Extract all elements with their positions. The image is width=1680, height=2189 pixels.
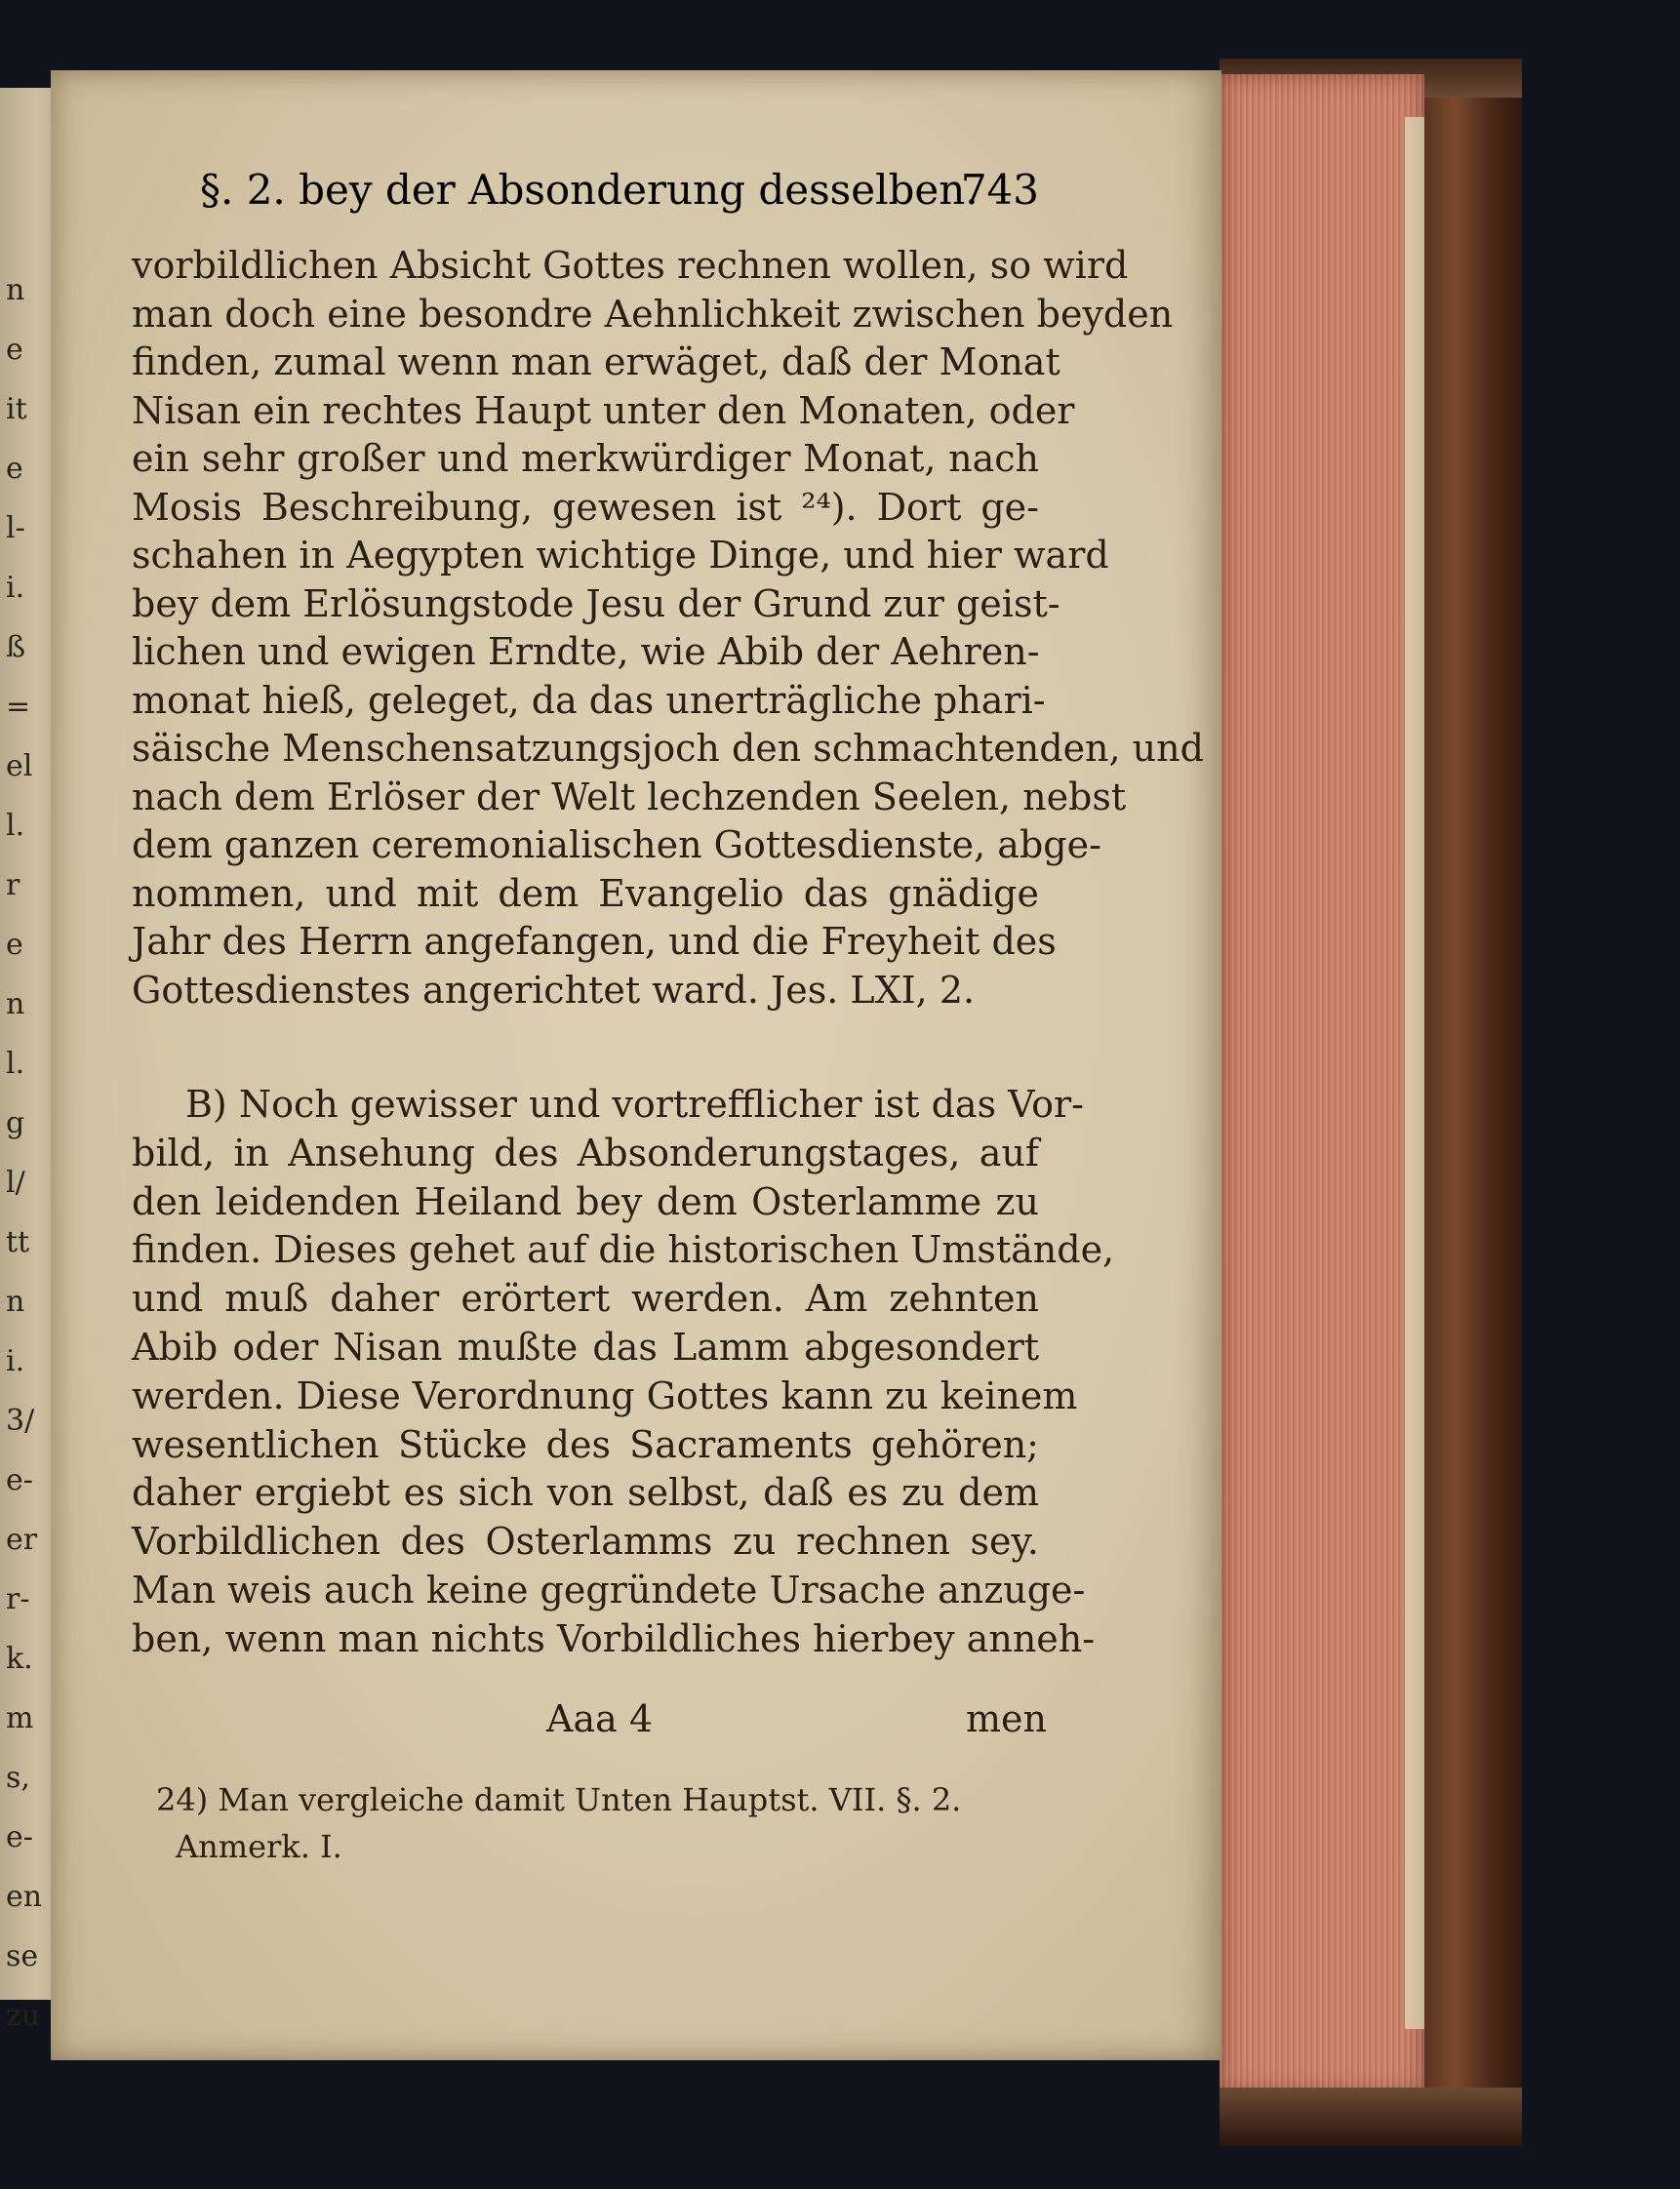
- left-page-fragment: g: [6, 1106, 25, 1140]
- text-line: Man weis auch keine gegründete Ursache anzuge-: [132, 1569, 1086, 1612]
- signature-mark: Aaa 4: [546, 1697, 654, 1740]
- text-line: den leidenden Heiland bey dem Osterlamme zu: [132, 1179, 1039, 1223]
- left-page-fragment: e: [6, 333, 23, 367]
- text-line: B) Noch gewisser und vortrefflicher ist das Vor-: [185, 1083, 1084, 1126]
- left-page-fragment: er: [6, 1523, 38, 1557]
- text-line: vorbildlichen Absicht Gottes rechnen wollen, so wird: [132, 244, 1129, 287]
- text-line: ben, wenn man nichts Vorbildliches hierbey anneh-: [132, 1616, 1096, 1660]
- left-page-fragment: k.: [6, 1642, 33, 1676]
- text-line: nommen, und mit dem Evangelio das gnädige: [132, 871, 1039, 915]
- left-page-fragment: l.: [6, 809, 25, 843]
- text-line: nach dem Erlöser der Welt lechzenden Seelen, nebst: [132, 775, 1127, 818]
- left-page-fragment: r: [6, 868, 20, 902]
- text-line: Jahr des Herrn angefangen, und die Freyheit des: [132, 920, 1057, 963]
- text-line: Vorbildlichen des Osterlamms zu rechnen sey.: [132, 1520, 1039, 1564]
- text-line: monat hieß, geleget, da das unerträgliche phari-: [132, 678, 1046, 722]
- left-page-fragment: l-: [6, 511, 25, 545]
- left-page-fragment: i.: [6, 571, 25, 605]
- left-page-fragment: l.: [6, 1047, 25, 1081]
- left-page-fragment: se: [6, 1939, 39, 1973]
- left-page-fragment: s,: [6, 1761, 30, 1795]
- left-page-fragment: 3/: [6, 1404, 35, 1438]
- left-page-fragment: e-: [6, 1820, 33, 1854]
- header-title: §. 2. bey der Absonderung desselben.: [200, 166, 979, 214]
- left-page-fragment: m: [6, 1701, 34, 1735]
- text-line: dem ganzen ceremonialischen Gottesdienste, abge-: [132, 823, 1101, 866]
- text-line: und muß daher erörtert werden. Am zehnten: [132, 1277, 1039, 1321]
- text-line: Mosis Beschreibung, gewesen ist ²⁴). Dort ge-: [132, 485, 1039, 529]
- left-page-fragment: n: [6, 1285, 25, 1319]
- left-page-fragment: =: [6, 690, 31, 724]
- text-line: daher ergiebt es sich von selbst, daß es zu dem: [132, 1471, 1039, 1515]
- book-cover: [1424, 98, 1522, 2146]
- footnote-line-2: Anmerk. I.: [176, 1828, 342, 1865]
- left-page-fragment: e: [6, 452, 23, 486]
- text-line: wesentlichen Stücke des Sacraments gehören;: [132, 1422, 1039, 1466]
- text-line: Nisan ein rechtes Haupt unter den Monaten, oder: [132, 388, 1075, 432]
- left-page-fragment: it: [6, 392, 27, 426]
- left-page-fragment: tt: [6, 1225, 30, 1259]
- catchword: men: [966, 1697, 1047, 1740]
- footnote-line-1: 24) Man vergleiche damit Unten Hauptst. VII. §. 2.: [156, 1781, 962, 1818]
- running-header: [200, 166, 1039, 224]
- text-line: bey dem Erlösungstode Jesu der Grund zur geist-: [132, 581, 1060, 625]
- left-page-fragment: el: [6, 749, 33, 783]
- left-page-fragment: e: [6, 928, 23, 962]
- left-page-fragment: ß: [6, 630, 26, 664]
- text-line: ein sehr großer und merkwürdiger Monat, nach: [132, 437, 1039, 480]
- text-line: Abib oder Nisan mußte das Lamm abgesondert: [132, 1326, 1039, 1369]
- text-line: schahen in Aegypten wichtige Dinge, und hier ward: [132, 534, 1109, 577]
- left-page-fragment: en: [6, 1880, 43, 1914]
- left-page-fragment: i.: [6, 1344, 25, 1378]
- left-page-fragment: l/: [6, 1166, 25, 1200]
- text-line: Gottesdienstes angerichtet ward. Jes. LXI, 2.: [132, 968, 976, 1012]
- left-page-fragment: r-: [6, 1582, 30, 1616]
- text-line: finden. Dieses gehet auf die historischen Umstände,: [132, 1228, 1115, 1272]
- page-number: 743: [960, 166, 1039, 214]
- text-line: lichen und ewigen Erndte, wie Abib der Aehren-: [132, 630, 1040, 673]
- left-page-fragment: n: [6, 273, 25, 307]
- book-cover-bottom: [1220, 2088, 1522, 2146]
- text-line: werden. Diese Verordnung Gottes kann zu keinem: [132, 1373, 1078, 1417]
- text-line: bild, in Ansehung des Absonderungstages, auf: [132, 1131, 1039, 1174]
- left-page-fragment: zu: [6, 1999, 41, 2033]
- text-line: finden, zumal wenn man erwäget, daß der Monat: [132, 340, 1060, 383]
- left-page-fragment: e-: [6, 1463, 33, 1497]
- page-edges: [1220, 74, 1424, 2093]
- text-line: man doch eine besondre Aehnlichkeit zwischen beyden: [132, 292, 1174, 336]
- left-page-fragment: n: [6, 987, 25, 1021]
- text-line: säische Menschensatzungsjoch den schmachtenden, und: [132, 727, 1204, 770]
